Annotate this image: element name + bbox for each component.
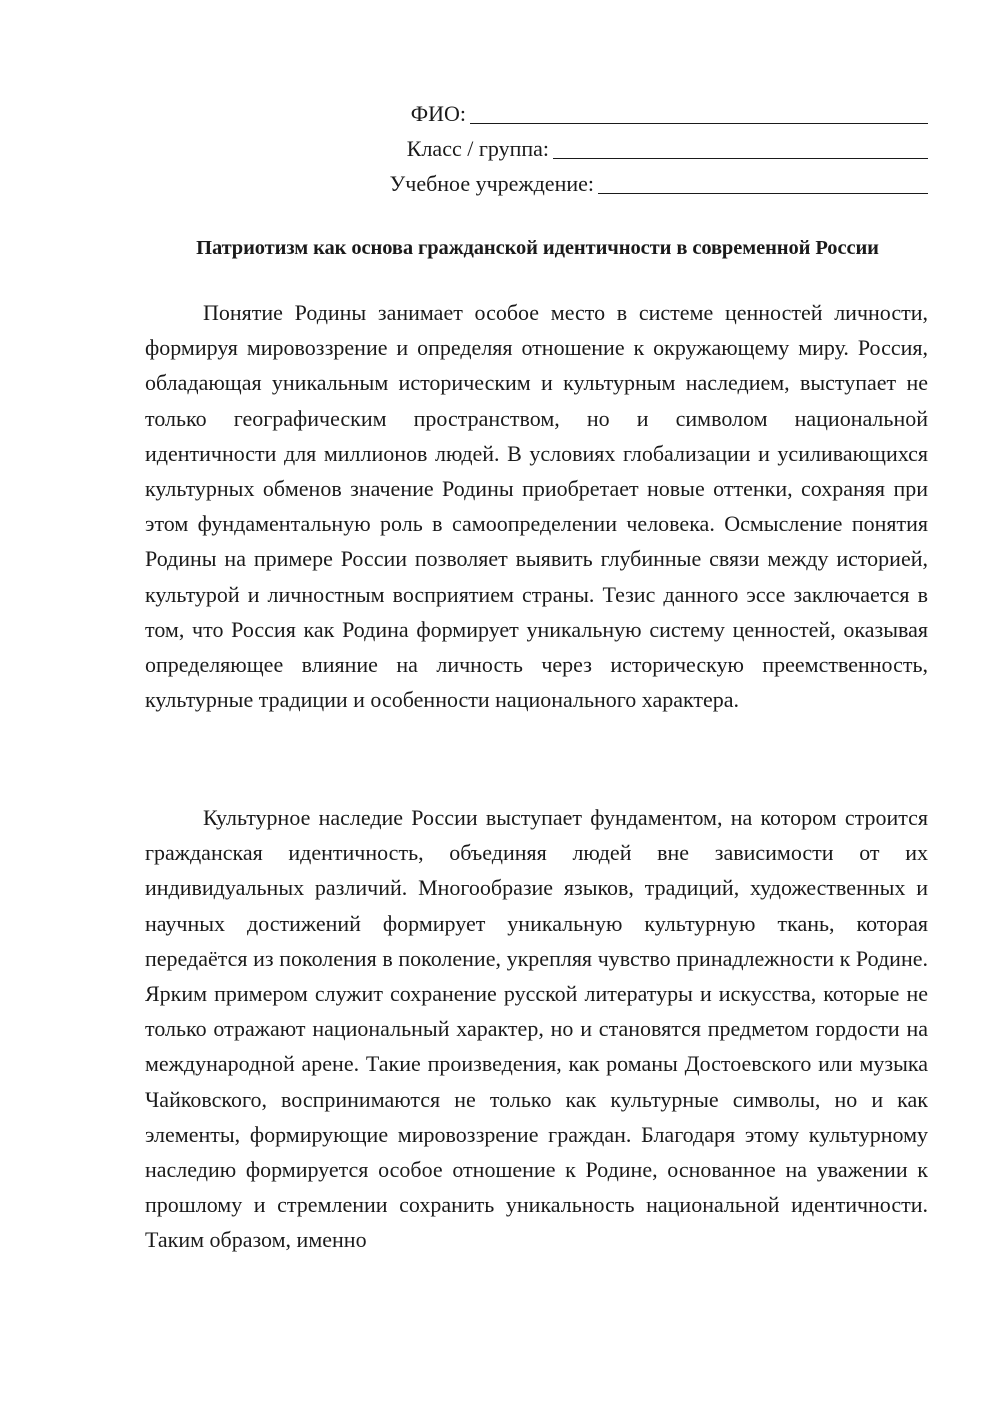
fio-field-row [328, 92, 928, 127]
essay-title: Патриотизм как основа гражданской идентичности в современной России [196, 237, 879, 259]
class-field-row [328, 127, 928, 162]
fio-label: ФИО: [410, 101, 466, 126]
fio-blank-line[interactable] [470, 99, 928, 124]
paragraph-1: Понятие Родины занимает особое место в системе ценностей личности, формируя мировоззрение и определяя отношение к окружающему миру. Россия, обладающая уникальным историческим и культурным наследием, выступает не только географическим пространством, но и символом национальной идентичности для миллионов людей. В условиях глобализации и усиливающихся культурных обменов значение Родины приобретает новые оттенки, сохраняя при этом фундаментальную роль в самоопределении человека. Осмысление понятия Родины на примере России позволяет выявить глубинные связи между историей, культурой и личностным восприятием страны. Тезис данного эссе заключается в том, что Россия как Родина формирует уникальную систему ценностей, оказывая определяющее влияние на личность через историческую преемственность, культурные традиции и особенности национального характера. [145, 300, 928, 713]
essay-body-part-2 [145, 800, 928, 1268]
school-label: Учебное учреждение: [389, 171, 594, 196]
essay-body-part-1 [145, 295, 928, 727]
class-label: Класс / группа: [406, 136, 549, 161]
school-blank-line[interactable] [598, 169, 928, 194]
paragraph-2: Культурное наследие России выступает фундаментом, на котором строится гражданская идентичность, объединяя людей вне зависимости от их индивидуальных различий. Многообразие языков, традиций, художественных и научных достижений формирует уникальную культурную ткань, которая передаётся из поколения в поколение, укрепляя чувство принадлежности к Родине. Ярким примером служит сохранение русской литературы и искусства, которые не только отражают национальный характер, но и становятся предметом гордости на международной арене. Такие произведения, как романы Достоевского или музыка Чайковского, воспринимаются не только как культурные символы, но и как элементы, формирующие мировоззрение граждан. Благодаря этому культурному наследию формируется особое отношение к Родине, основанное на уважении к прошлому и стремлении сохранить уникальность национальной идентичности. Таким образом, именно [145, 805, 928, 1253]
school-field-row [328, 162, 928, 197]
class-blank-line[interactable] [553, 134, 928, 159]
student-info-fields [328, 92, 928, 197]
